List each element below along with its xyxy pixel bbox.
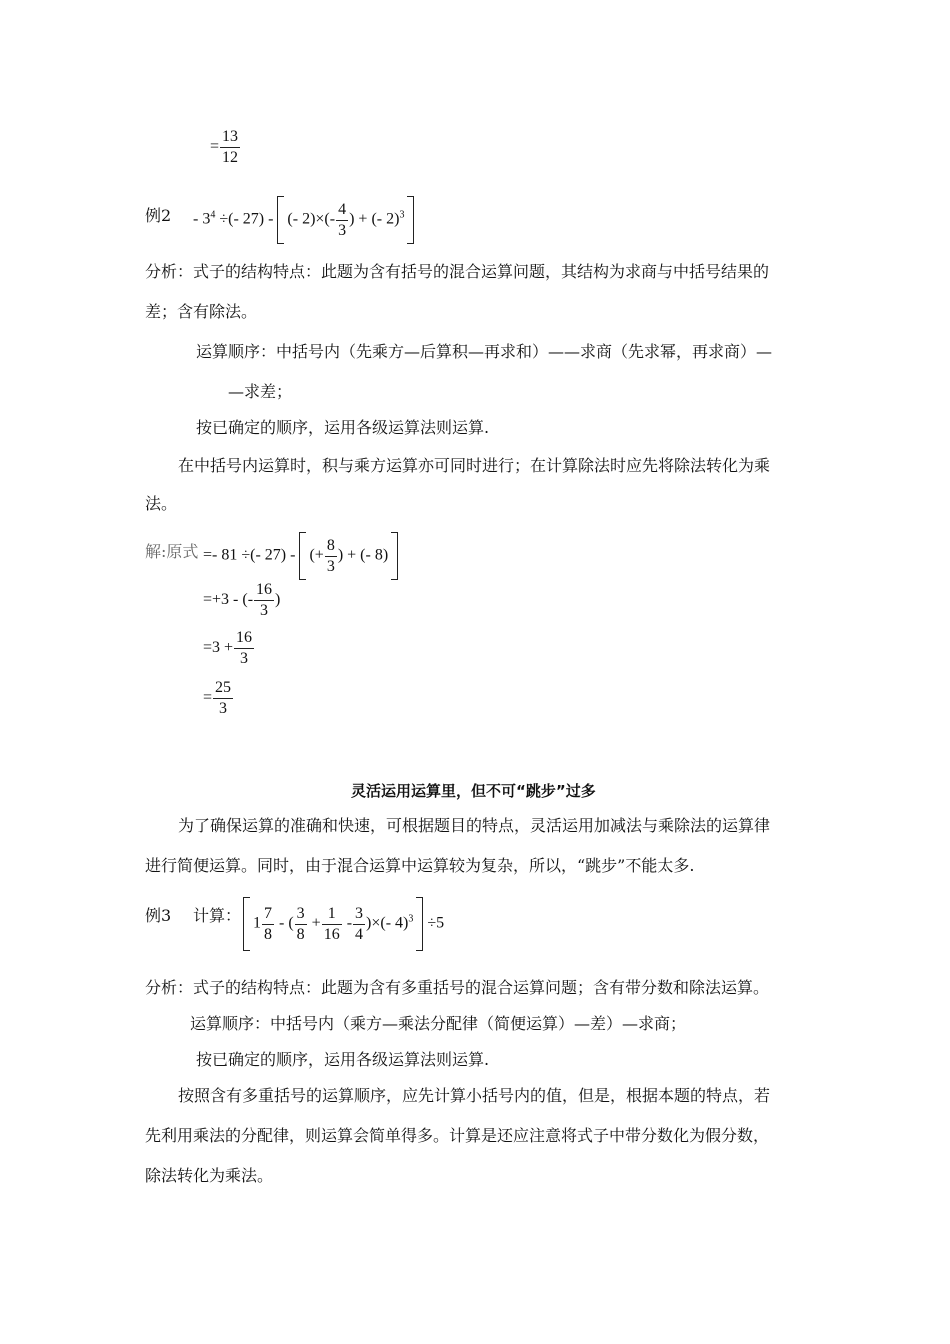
fraction <box>262 904 274 945</box>
section-paragraph: 进行简便运算。同时，由于混合运算中运算较为复杂，所以，“跳步”不能太多. <box>145 856 695 875</box>
denominator: 3 <box>260 602 269 619</box>
expr-term: (- 2)×(- <box>287 210 336 228</box>
section-title: 灵活运用运算里，但不可“跳步”过多 <box>351 782 596 800</box>
expr-term: (+ <box>309 546 324 564</box>
fraction <box>234 628 254 669</box>
right-bracket <box>391 532 398 580</box>
fraction <box>322 904 342 945</box>
solution-step-4 <box>203 678 234 719</box>
denominator: 3 <box>326 557 335 575</box>
denominator: 3 <box>240 650 249 667</box>
expr-term: - 3 <box>193 210 211 228</box>
paragraph-line: 除法转化为乘法。 <box>145 1166 274 1185</box>
denominator: 12 <box>222 149 239 166</box>
fraction <box>213 678 233 719</box>
expr-term: + <box>307 914 321 932</box>
example-3-label: 例3 <box>145 906 172 925</box>
denominator: 4 <box>355 925 364 943</box>
denominator: 8 <box>264 925 272 943</box>
solution-step-1 <box>203 532 398 580</box>
expr-term: ) <box>275 591 281 609</box>
tip-line: 在中括号内运算时，积与乘方运算亦可同时进行；在计算除法时应先将除法转化为乘 <box>178 456 771 475</box>
fraction <box>336 200 348 241</box>
exponent: 4 <box>210 209 216 221</box>
denominator: 3 <box>338 221 347 239</box>
order-line: —求差； <box>228 382 293 401</box>
solution-step-2 <box>203 580 280 621</box>
left-bracket <box>299 532 306 580</box>
exponent: 3 <box>408 913 414 925</box>
analysis-line: 分析：式子的结构特点：此题为含有多重括号的混合运算问题；含有带分数和除法运算。 <box>145 978 770 997</box>
order-line: 运算顺序：中括号内（乘方—乘法分配律（简便运算）—差）—求商； <box>190 1014 687 1033</box>
expr-term: - ( <box>275 914 294 932</box>
expr-term: ÷(- 27) - <box>215 210 278 228</box>
denominator: 3 <box>219 700 228 717</box>
numerator: 4 <box>336 200 348 221</box>
tip-line: 法。 <box>145 494 178 513</box>
expr-term: ÷5 <box>423 914 445 932</box>
solution-label: 解:原式 <box>145 542 199 561</box>
left-bracket <box>243 897 250 951</box>
denominator: 8 <box>296 925 305 943</box>
whole-part: 1 <box>253 914 261 932</box>
analysis-line: 差；含有除法。 <box>145 302 258 321</box>
order-line: 运算顺序：中括号内（先乘方—后算积—再求和）——求商（先求幂，再求商）— <box>196 342 773 361</box>
example-3-expression <box>243 897 444 951</box>
numerator: 25 <box>213 678 233 699</box>
expr-term: - <box>342 914 353 932</box>
numerator: 7 <box>262 904 274 925</box>
solution-step-3 <box>203 628 255 669</box>
right-bracket <box>407 196 414 244</box>
expr-term: )×(- 4) <box>366 914 409 932</box>
example-2-expression <box>193 196 414 244</box>
section-paragraph: 为了确保运算的准确和快速，可根据题目的特点，灵活运用加减法与乘除法的运算律 <box>178 816 771 835</box>
denominator: 16 <box>323 925 340 943</box>
fraction <box>325 536 337 577</box>
example-2-label: 例2 <box>145 206 172 225</box>
expr-term: =+3 - (- <box>203 591 254 609</box>
numerator: 13 <box>220 127 240 148</box>
expr-term: =3 + <box>203 639 234 657</box>
fraction <box>295 904 307 945</box>
equals-sign: = <box>210 138 220 156</box>
left-bracket <box>277 196 284 244</box>
fraction <box>220 127 240 168</box>
numerator: 3 <box>295 904 307 925</box>
expr-term: ) + (- 8) <box>337 546 389 564</box>
numerator: 8 <box>325 536 337 557</box>
calc-label: 计算： <box>193 906 242 925</box>
rule-line: 按已确定的顺序，运用各级运算法则运算. <box>196 1050 490 1069</box>
numerator: 3 <box>353 904 365 925</box>
expr-term: ) + (- 2) <box>349 210 400 228</box>
fraction <box>254 580 274 621</box>
numerator: 16 <box>234 628 254 649</box>
paragraph-line: 先利用乘法的分配律，则运算会简单得多。计算是还应注意将式子中带分数化为假分数， <box>145 1126 770 1145</box>
numerator: 16 <box>254 580 274 601</box>
expr-term: =- 81 ÷(- 27) - <box>203 546 300 564</box>
numerator: 1 <box>322 904 342 925</box>
paragraph-line: 按照含有多重括号的运算顺序，应先计算小括号内的值，但是，根据本题的特点，若 <box>178 1086 771 1105</box>
rule-line: 按已确定的顺序，运用各级运算法则运算. <box>196 418 490 437</box>
fraction <box>353 904 365 945</box>
expr-term: = <box>203 689 213 707</box>
analysis-line: 分析：式子的结构特点：此题为含有括号的混合运算问题，其结构为求商与中括号结果的 <box>145 262 770 281</box>
result-fraction <box>210 127 241 168</box>
exponent: 3 <box>399 209 405 221</box>
